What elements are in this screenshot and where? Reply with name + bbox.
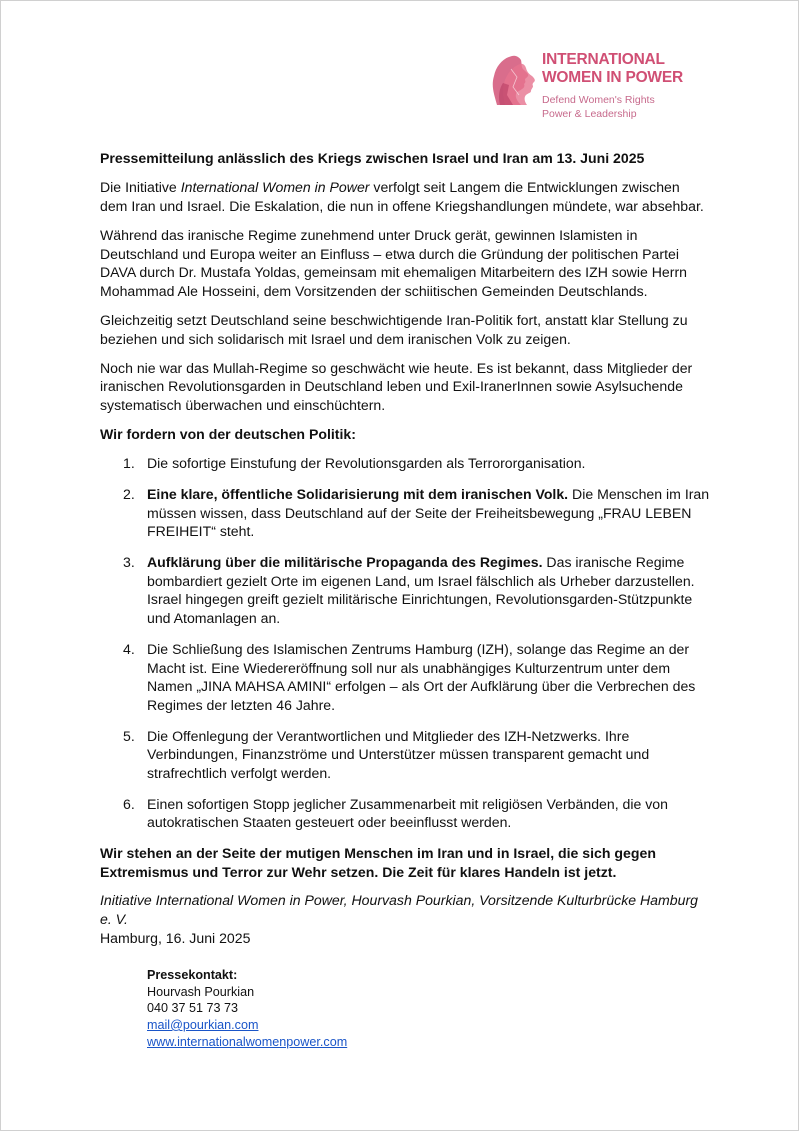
closing-statement: Wir stehen an der Seite der mutigen Menschen im Iran und in Israel, die sich gegen Extremismus und Terror zur Wehr setzen. Die Zeit für klares Handeln ist jetzt.	[100, 845, 656, 880]
demands-list	[100, 454, 710, 832]
demand-item: 5. Die Offenlegung der Verantwortlichen und Mitglieder des IZH-Netzwerks. Ihre Verbindungen, Finanzströme und Unterstützer müssen transparent gemacht und strafrechtlich verfolgt werden.	[123, 727, 650, 781]
demand-item: 2. Eine klare, öffentliche Solidarisierung mit dem iranischen Volk. Die Menschen im Iran müssen wissen, dass Deutschland auf der Seite der Freiheitsbewegung „FRAU LEBEN FREIHEIT“ steht.	[123, 486, 710, 540]
press-release-body	[100, 149, 710, 1050]
initiative-name: International Women in Power	[180, 179, 370, 196]
signature-line: Initiative International Women in Power, Hourvash Pourkian, Vorsitzende Kulturbrücke Hamburg e. V.	[100, 892, 698, 927]
contact-label: Pressekontakt:	[147, 968, 238, 983]
signature-block	[100, 891, 710, 947]
logo-title: INTERNATIONAL WOMEN IN POWER	[542, 51, 683, 86]
demands-heading: Wir fordern von der deutschen Politik:	[100, 426, 356, 443]
intro-paragraph: Die Initiative International Women in Power verfolgt seit Langem die Entwicklungen zwischen dem Iran und Israel. Die Eskalation, die nun in offene Kriegshandlungen mündete, war absehbar.	[100, 179, 704, 214]
website-link[interactable]: www.internationalwomenpower.com	[147, 1034, 348, 1049]
demand-item: 3. Aufklärung über die militärische Propaganda des Regimes. Das iranische Regime bombardiert gezielt Orte im eigenen Land, um Israel fälschlich als Urheber darzustellen. Israel hingegen greift gezielt militärische Einrichtungen, Revolutionsgarden-Stützpunkte und Atomanlagen an.	[123, 554, 695, 627]
paragraph-iran-policy: Gleichzeitig setzt Deutschland seine beschwichtigende Iran-Politik fort, anstatt klar Stellung zu beziehen und sich solidarisch mit Israel und dem iranischen Volk zu zeigen.	[100, 311, 688, 347]
organization-logo	[487, 47, 687, 127]
place-date: Hamburg, 16. Juni 2025	[100, 929, 251, 946]
contact-phone: 040 37 51 73 73	[147, 1001, 239, 1016]
contact-name: Hourvash Pourkian	[147, 984, 255, 999]
demand-item: 4. Die Schließung des Islamischen Zentrums Hamburg (IZH), solange das Regime an der Macht ist. Eine Wiedereröffnung soll nur als unabhängiges Kulturzentrum unter dem Namen „JINA MAHSA AMINI“ erfolgen – als Ort der Aufklärung über die Verbrechen des Regimes der letzten 46 Jahre.	[123, 640, 696, 713]
paragraph-mullah-regime: Noch nie war das Mullah-Regime so geschwächt wie heute. Es ist bekannt, dass Mitglieder der iranischen Revolutionsgarden in Deutschland leben und Exil-IranerInnen sowie Asylsuchende systematisch überwachen und einschüchtern.	[100, 359, 693, 413]
logo-subtitle: Defend Women's Rights Power & Leadership	[542, 94, 655, 120]
press-contact	[100, 967, 710, 1050]
paragraph-islamists: Während das iranische Regime zunehmend unter Druck gerät, gewinnen Islamisten in Deutschland und Europa weiter an Einfluss – etwa durch die Gründung der politischen Partei DAVA durch Dr. Mustafa Yoldas, gemeinsam mit ehemaligen Mitarbeitern des IZH sowie Herrn Mohammad Ale Hosseini, dem Vorsitzenden der schiitischen Gemeinden Deutschlands.	[100, 226, 687, 299]
women-profile-logo-icon	[487, 47, 539, 109]
demand-item: 1. Die sofortige Einstufung der Revolutionsgarden als Terrororganisation.	[123, 455, 586, 472]
press-release-heading: Pressemitteilung anlässlich des Kriegs zwischen Israel und Iran am 13. Juni 2025	[100, 150, 645, 166]
contact-email-link[interactable]: mail@pourkian.com	[147, 1017, 259, 1032]
demand-item: 6. Einen sofortigen Stopp jeglicher Zusammenarbeit mit religiösen Verbänden, die von autokratischen Staaten gesteuert oder beeinflusst werden.	[123, 795, 668, 831]
